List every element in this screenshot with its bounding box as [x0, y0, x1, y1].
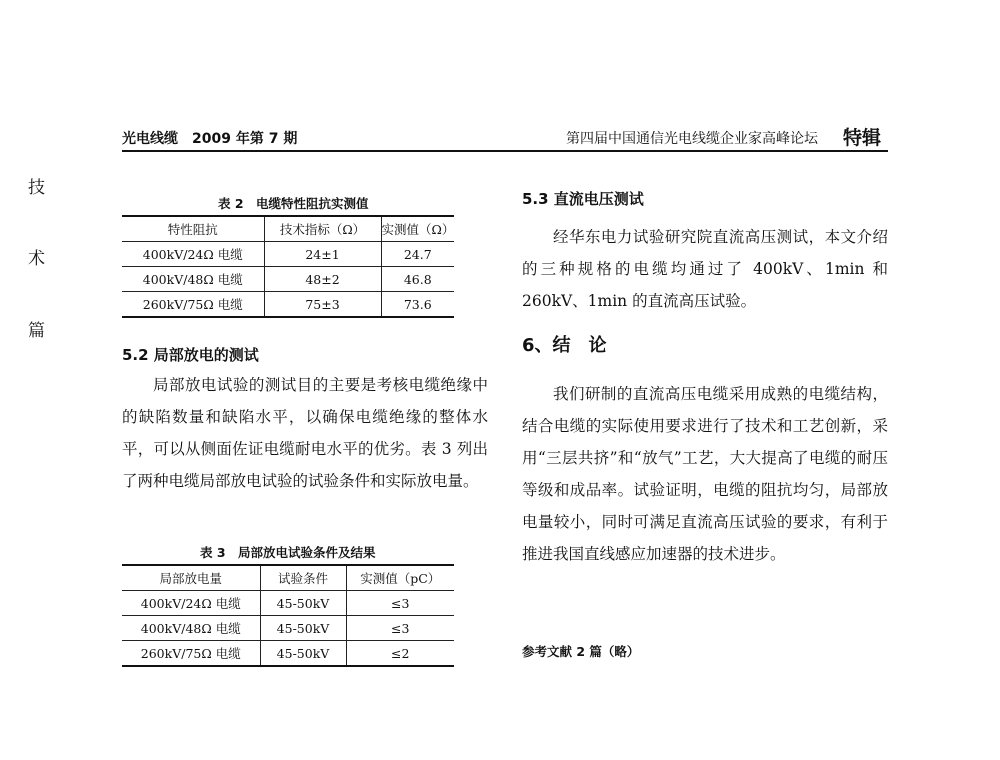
table3-header-cell: 试验条件: [260, 565, 346, 591]
section-6-title: 6、结 论: [522, 335, 607, 356]
table2-header-row: [122, 216, 454, 242]
table2-cell: 260kV/75Ω 电缆: [122, 292, 264, 318]
table2-row: [122, 267, 454, 292]
section-6-body: 我们研制的直流高压电缆采用成熟的电缆结构，结合电缆的实际使用要求进行了技术和工艺创新，采用“三层共挤”和“放气”工艺，大大提高了电缆的耐压等级和成品率。试验证明，电缆的阻抗均匀，局部放电量较小，同时可满足直流高压试验的要求，有利于推进我国直线感应加速器的技术进步。: [522, 385, 888, 563]
table3-cell: 400kV/48Ω 电缆: [122, 616, 260, 641]
section-5-3-title: 5.3 直流电压测试: [522, 190, 644, 208]
forum-title: 第四届中国通信光电线缆企业家高峰论坛: [566, 131, 818, 147]
table2-cell: 400kV/24Ω 电缆: [122, 242, 264, 267]
table3-cell: ≤3: [346, 616, 454, 641]
table3-cell: 400kV/24Ω 电缆: [122, 591, 260, 616]
table3-cell: 45-50kV: [260, 616, 346, 641]
side-label-char-2: 术: [28, 249, 45, 269]
table3: [122, 564, 454, 667]
journal-issue: 光电线缆 2009 年第 7 期: [122, 131, 298, 147]
table3-row: [122, 616, 454, 641]
table3-cell: ≤3: [346, 591, 454, 616]
table3-cell: 45-50kV: [260, 641, 346, 667]
table2-caption: 表 2 电缆特性阻抗实测值: [218, 196, 369, 211]
table3-cell: 45-50kV: [260, 591, 346, 616]
side-label-char-3: 篇: [28, 321, 45, 341]
table3-header-cell: 局部放电量: [122, 565, 260, 591]
table3-cell: ≤2: [346, 641, 454, 667]
table2: [122, 215, 454, 318]
section-5-2-body: 局部放电试验的测试目的主要是考核电缆绝缘中的缺陷数量和缺陷水平，以确保电缆绝缘的整体水平，可以从侧面佐证电缆耐电水平的优劣。表 3 列出了两种电缆局部放电试验的试验条件和实际放电量。: [122, 376, 488, 490]
special-issue-label: 特辑: [843, 127, 882, 149]
table2-cell: 24±1: [264, 242, 381, 267]
table2-cell: 73.6: [381, 292, 454, 318]
table2-row: [122, 292, 454, 318]
section-5-3-body: 经华东电力试验研究院直流高压测试，本文介绍的三种规格的电缆均通过了 400kV、1min 和 260kV、1min 的直流高压试验。: [522, 228, 888, 310]
table2-header-cell: 特性阻抗: [122, 216, 264, 242]
table3-row: [122, 641, 454, 667]
table3-row: [122, 591, 454, 616]
table2-cell: 400kV/48Ω 电缆: [122, 267, 264, 292]
table2-cell: 48±2: [264, 267, 381, 292]
table3-header-cell: 实测值（pC）: [346, 565, 454, 591]
table2-header-cell: 实测值（Ω）: [381, 216, 454, 242]
table2-cell: 46.8: [381, 267, 454, 292]
side-label-char-1: 技: [28, 178, 45, 198]
table3-cell: 260kV/75Ω 电缆: [122, 641, 260, 667]
section-5-2-title: 5.2 局部放电的测试: [122, 346, 259, 364]
table3-header-row: [122, 565, 454, 591]
references-note: 参考文献 2 篇（略）: [522, 644, 640, 659]
table3-caption: 表 3 局部放电试验条件及结果: [200, 545, 376, 560]
header-rule: [122, 150, 888, 152]
table2-row: [122, 242, 454, 267]
table2-cell: 75±3: [264, 292, 381, 318]
table2-cell: 24.7: [381, 242, 454, 267]
table2-header-cell: 技术指标（Ω）: [264, 216, 381, 242]
